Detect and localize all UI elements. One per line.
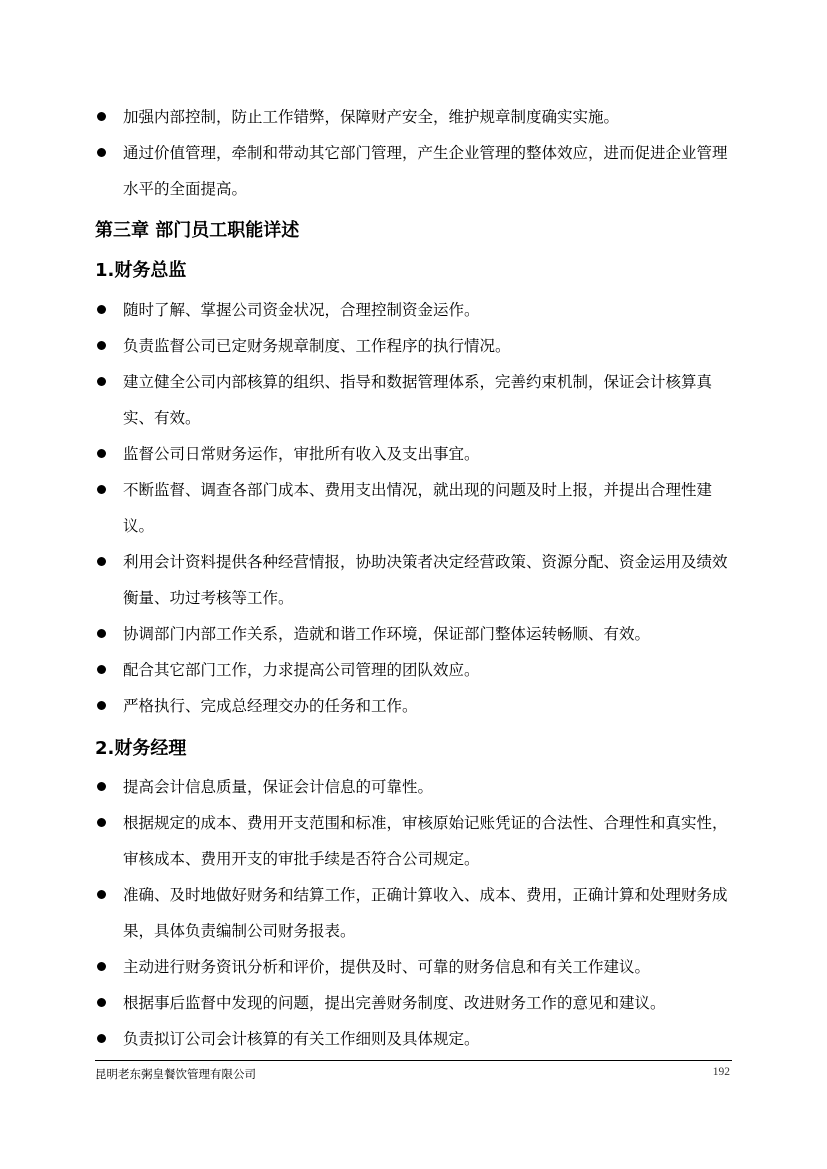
list-item-text: 主动进行财务资讯分析和评价，提供及时、可靠的财务信息和有关工作建议。	[123, 958, 651, 976]
chapter-title: 第三章 部门员工职能详述	[95, 220, 300, 241]
list-item	[95, 364, 735, 436]
list-item-text: 根据规定的成本、费用开支范围和标准，审核原始记账凭证的合法性、合理性和真实性，审核成本、费用开支的审批手续是否符合公司规定。	[123, 814, 728, 868]
section1-bullet-list	[95, 292, 735, 724]
bullet-icon	[97, 485, 106, 494]
list-item-text: 不断监督、调查各部门成本、费用支出情况，就出现的问题及时上报，并提出合理性建议。	[123, 481, 713, 535]
list-item	[95, 1021, 735, 1057]
list-item	[95, 544, 735, 616]
list-item	[95, 985, 735, 1021]
bullet-icon	[97, 148, 106, 157]
footer-divider	[95, 1060, 732, 1061]
bullet-icon	[97, 557, 106, 566]
section-title-2: 2.财务经理	[95, 738, 187, 759]
list-item-text: 配合其它部门工作，力求提高公司管理的团队效应。	[123, 661, 480, 679]
list-item-text: 建立健全公司内部核算的组织、指导和数据管理体系，完善约束机制，保证会计核算真实、有效。	[123, 373, 713, 427]
list-item-text: 加强内部控制，防止工作错弊，保障财产安全，维护规章制度确实实施。	[123, 108, 620, 126]
list-item	[95, 877, 735, 949]
list-item	[95, 472, 735, 544]
bullet-icon	[97, 629, 106, 638]
footer-company: 昆明老东粥皇餐饮管理有限公司	[95, 1067, 256, 1081]
list-item	[95, 688, 735, 724]
list-item-text: 随时了解、掌握公司资金状况，合理控制资金运作。	[123, 301, 480, 319]
list-item	[95, 436, 735, 472]
list-item	[95, 328, 735, 364]
section2-bullet-list	[95, 769, 735, 1057]
list-item-text: 负责拟订公司会计核算的有关工作细则及具体规定。	[123, 1030, 480, 1048]
list-item-text: 监督公司日常财务运作，审批所有收入及支出事宜。	[123, 445, 480, 463]
top-bullet-list	[95, 99, 735, 207]
bullet-icon	[97, 890, 106, 899]
list-item	[95, 135, 735, 207]
bullet-icon	[97, 998, 106, 1007]
list-item-text: 通过价值管理，牵制和带动其它部门管理，产生企业管理的整体效应，进而促进企业管理水平的全面提高。	[123, 144, 728, 198]
list-item	[95, 769, 735, 805]
list-item-text: 利用会计资料提供各种经营情报，协助决策者决定经营政策、资源分配、资金运用及绩效衡量、功过考核等工作。	[123, 553, 728, 607]
list-item-text: 协调部门内部工作关系，造就和谐工作环境，保证部门整体运转畅顺、有效。	[123, 625, 651, 643]
list-item	[95, 805, 735, 877]
bullet-icon	[97, 962, 106, 971]
bullet-icon	[97, 449, 106, 458]
list-item-text: 根据事后监督中发现的问题，提出完善财务制度、改进财务工作的意见和建议。	[123, 994, 666, 1012]
list-item	[95, 652, 735, 688]
bullet-icon	[97, 305, 106, 314]
list-item	[95, 949, 735, 985]
list-item	[95, 616, 735, 652]
list-item-text: 准确、及时地做好财务和结算工作，正确计算收入、成本、费用，正确计算和处理财务成果，具体负责编制公司财务报表。	[123, 886, 728, 940]
section-title-1: 1.财务总监	[95, 260, 187, 281]
list-item	[95, 99, 735, 135]
list-item-text: 负责监督公司已定财务规章制度、工作程序的执行情况。	[123, 337, 511, 355]
page-number: 192	[712, 1066, 730, 1078]
bullet-icon	[97, 701, 106, 710]
bullet-icon	[97, 377, 106, 386]
list-item-text: 严格执行、完成总经理交办的任务和工作。	[123, 697, 418, 715]
bullet-icon	[97, 112, 106, 121]
bullet-icon	[97, 341, 106, 350]
bullet-icon	[97, 782, 106, 791]
bullet-icon	[97, 665, 106, 674]
bullet-icon	[97, 818, 106, 827]
list-item	[95, 292, 735, 328]
list-item-text: 提高会计信息质量，保证会计信息的可靠性。	[123, 778, 434, 796]
bullet-icon	[97, 1034, 106, 1043]
